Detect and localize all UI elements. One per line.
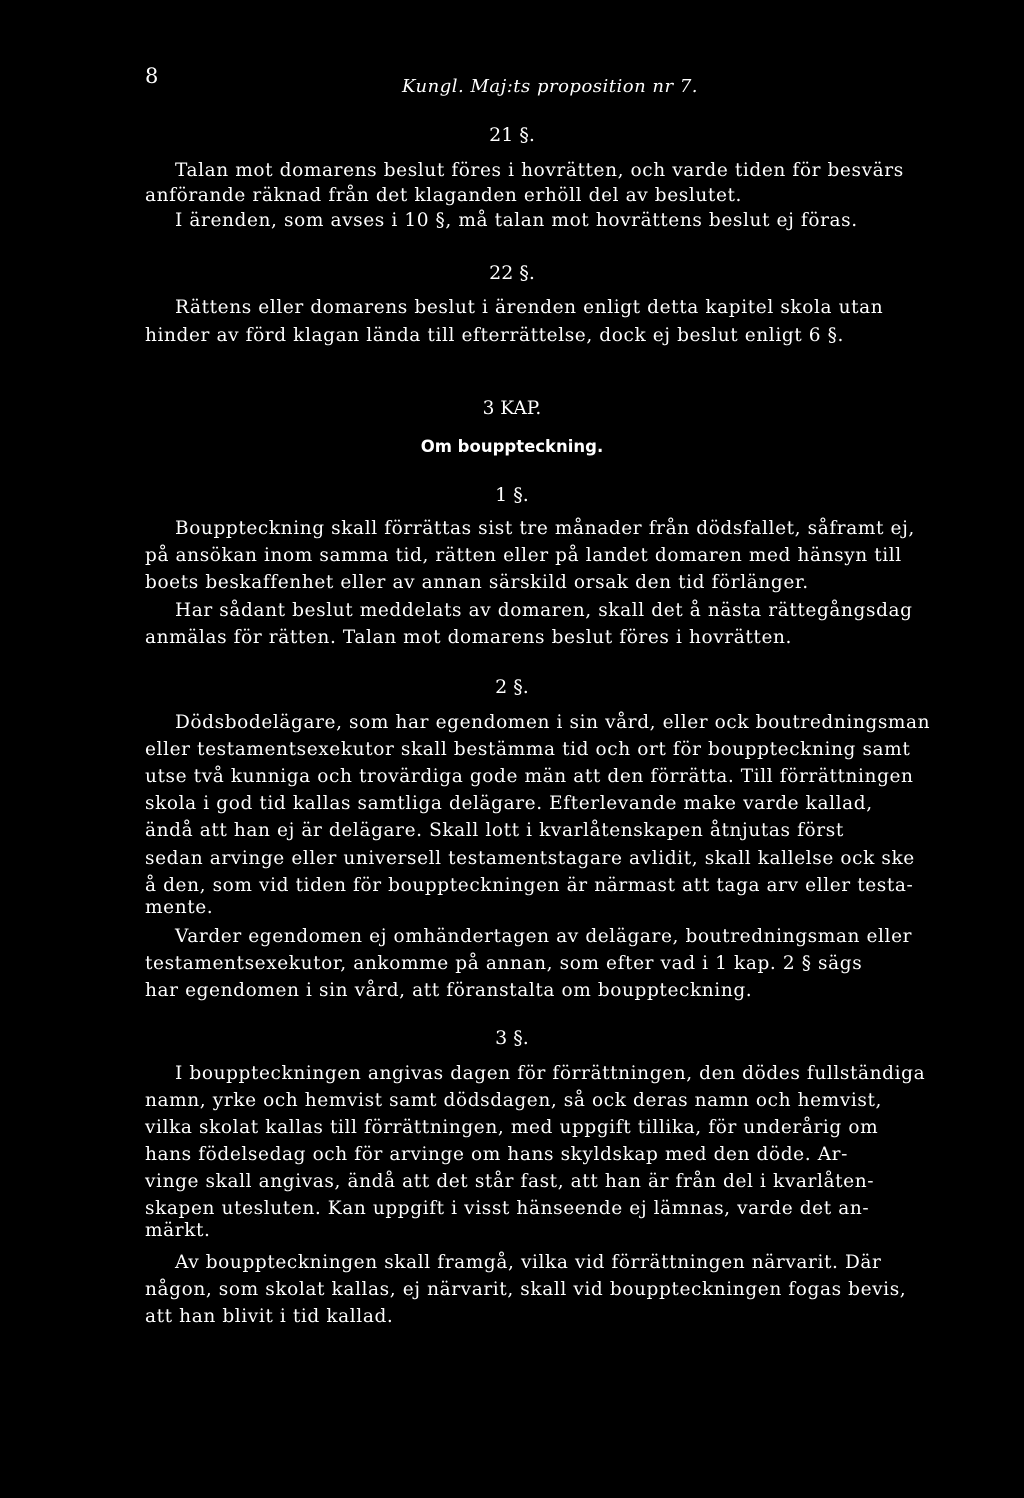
text-line: Av bouppteckningen skall framgå, vilka vid förrättningen närvarit. Där	[175, 1252, 882, 1273]
text-line: Varder egendomen ej omhändertagen av delägare, boutredningsman eller	[175, 926, 913, 947]
text-line: I ärenden, som avses i 10 §, må talan mot hovrättens beslut ej föras.	[175, 210, 858, 231]
text-line: skola i god tid kallas samtliga delägare. Efterlevande make varde kallad,	[145, 793, 873, 814]
text-line: skapen utesluten. Kan uppgift i visst hänseende ej lämnas, varde det an-	[145, 1198, 870, 1219]
text-line: namn, yrke och hemvist samt dödsdagen, så ock deras namn och hemvist,	[145, 1090, 883, 1111]
section-heading-21: 21 §.	[489, 124, 535, 146]
section-heading-1: 1 §.	[495, 484, 529, 506]
text-line: ändå att han ej är delägare. Skall lott i kvarlåtenskapen åtnjutas först	[145, 820, 844, 841]
text-line: att han blivit i tid kallad.	[145, 1306, 394, 1327]
text-line: anförande räknad från det klaganden erhöll del av beslutet.	[145, 185, 743, 206]
text-line: Har sådant beslut meddelats av domaren, skall det å nästa rättegångsdag	[175, 600, 913, 621]
text-line: Talan mot domarens beslut föres i hovrätten, och varde tiden för besvärs	[175, 160, 904, 181]
text-line: anmälas för rätten. Talan mot domarens beslut föres i hovrätten.	[145, 627, 792, 648]
running-head: Kungl. Maj:ts proposition nr 7.	[402, 76, 699, 97]
text-line: vinge skall angivas, ändå att det står fast, att han är från del i kvarlåten-	[145, 1171, 875, 1192]
text-line: vilka skolat kallas till förrättningen, med uppgift tillika, för underårig om	[145, 1117, 879, 1138]
chapter-number: 3 KAP.	[482, 398, 542, 419]
text-line: testamentsexekutor, ankomme på annan, som efter vad i 1 kap. 2 § sägs	[145, 953, 863, 974]
text-line: på ansökan inom samma tid, rätten eller på landet domaren med hänsyn till	[145, 545, 902, 566]
section-heading-3: 3 §.	[495, 1027, 529, 1049]
text-line: har egendomen i sin vård, att föranstalta om bouppteckning.	[145, 980, 753, 1001]
text-line: Dödsbodelägare, som har egendomen i sin vård, eller ock boutredningsman	[175, 712, 931, 733]
page-number: 8	[145, 64, 159, 88]
text-line: I bouppteckningen angivas dagen för förrättningen, den dödes fullständiga	[175, 1063, 926, 1084]
section-heading-2: 2 §.	[495, 676, 529, 698]
text-line: hans födelsedag och för arvinge om hans skyldskap med den döde. Ar-	[145, 1144, 848, 1165]
text-line: sedan arvinge eller universell testamentstagare avlidit, skall kallelse ock ske	[145, 848, 915, 869]
text-line: boets beskaffenhet eller av annan särskild orsak den tid förlänger.	[145, 572, 809, 593]
chapter-title: Om bouppteckning.	[420, 437, 604, 456]
text-line: utse två kunniga och trovärdiga gode män att den förrätta. Till förrättningen	[145, 766, 914, 787]
section-heading-22: 22 §.	[489, 262, 535, 284]
text-line: mente.	[145, 897, 214, 918]
text-line: eller testamentsexekutor skall bestämma tid och ort för bouppteckning samt	[145, 739, 911, 760]
text-line: hinder av förd klagan lända till efterrättelse, dock ej beslut enligt 6 §.	[145, 325, 844, 346]
text-line: Bouppteckning skall förrättas sist tre månader från dödsfallet, såframt ej,	[175, 518, 915, 539]
text-line: å den, som vid tiden för bouppteckningen är närmast att taga arv eller testa-	[145, 875, 914, 896]
text-line: märkt.	[145, 1220, 211, 1241]
text-line: någon, som skolat kallas, ej närvarit, skall vid bouppteckningen fogas bevis,	[145, 1279, 907, 1300]
text-line: Rättens eller domarens beslut i ärenden enligt detta kapitel skola utan	[175, 297, 884, 318]
